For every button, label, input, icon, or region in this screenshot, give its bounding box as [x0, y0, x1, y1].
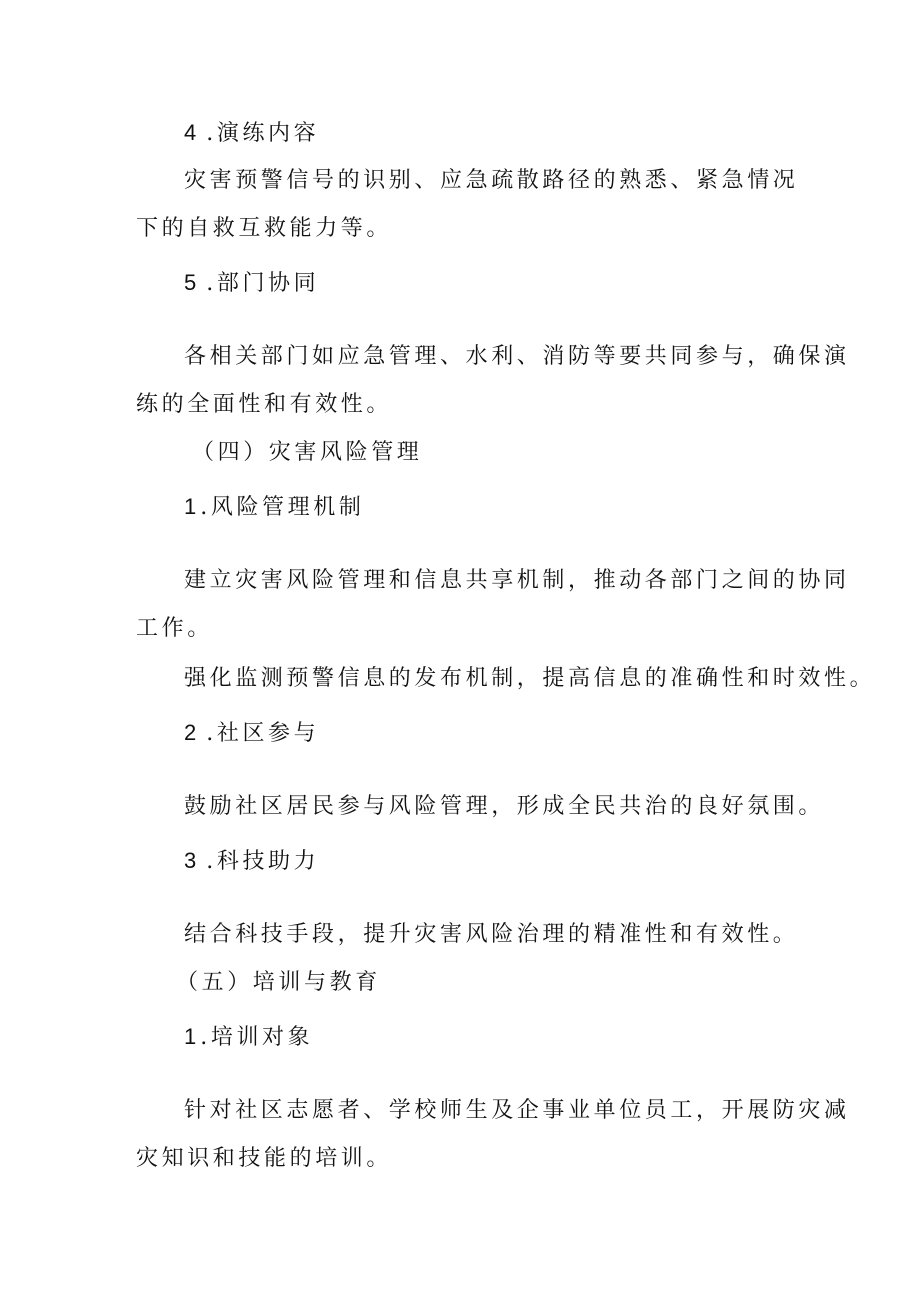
section-heading-drill-content [184, 118, 319, 149]
heading-text: .部门协同 [206, 271, 320, 296]
heading-text: .科技助力 [206, 849, 320, 874]
heading-number: 1 [184, 494, 197, 519]
heading-text: .社区参与 [206, 721, 320, 746]
heading-number: 1 [184, 1024, 197, 1049]
heading-text: .演练内容 [206, 121, 320, 146]
paragraph-line: 鼓励社区居民参与风险管理，形成全民共治的良好氛围。 [184, 794, 825, 819]
paragraph-line: 结合科技手段，提升灾害风险治理的精准性和有效性。 [184, 922, 799, 947]
section-heading-dept-coord [184, 268, 319, 299]
paragraph-line: 工作。 [136, 616, 213, 641]
heading-number: 4 [184, 120, 197, 145]
paragraph-line: 建立灾害风险管理和信息共享机制，推动各部门之间的协同 [184, 568, 850, 593]
paragraph-line: 灾害预警信号的识别、应急疏散路径的熟悉、紧急情况 [184, 168, 799, 193]
item-heading-training-target [184, 1022, 313, 1053]
item-heading-community [184, 718, 319, 749]
paragraph-line: 灾知识和技能的培训。 [136, 1146, 393, 1171]
item-heading-risk-mechanism [184, 492, 364, 523]
chapter-title-risk-mgmt: （四）灾害风险管理 [192, 440, 423, 465]
chapter-title-training: （五）培训与教育 [176, 970, 381, 995]
heading-number: 5 [184, 270, 197, 295]
paragraph-line: 下的自救互救能力等。 [136, 216, 393, 241]
paragraph-line: 各相关部门如应急管理、水利、消防等要共同参与，确保演 [184, 344, 850, 369]
item-heading-tech [184, 846, 319, 877]
heading-text: .风险管理机制 [200, 495, 365, 520]
heading-text: .培训对象 [200, 1025, 314, 1050]
heading-number: 3 [184, 848, 197, 873]
paragraph-line: 练的全面性和有效性。 [136, 392, 393, 417]
paragraph-line: 针对社区志愿者、学校师生及企事业单位员工，开展防灾减 [184, 1098, 850, 1123]
heading-number: 2 [184, 720, 197, 745]
paragraph-line: 强化监测预警信息的发布机制，提高信息的准确性和时效性。 [184, 666, 876, 691]
